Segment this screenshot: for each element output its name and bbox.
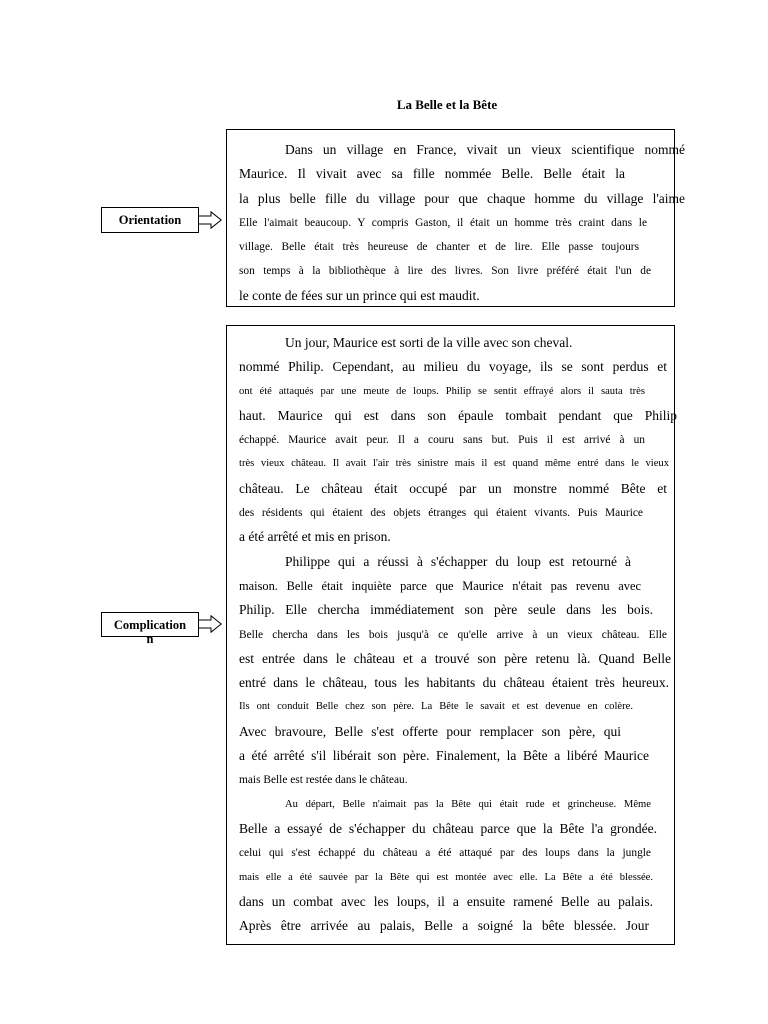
orientation-line: son temps à la bibliothèque à lire des livres. Son livre préféré était l'un de — [239, 265, 651, 278]
complication-line: mais elle a été sauvée par la Bête qui est montée avec elle. La Bête a été blessée. — [239, 871, 653, 883]
orientation-label-box — [101, 207, 199, 233]
complication-line: échappé. Maurice avait peur. Il a couru sans but. Puis il est arrivé à un — [239, 434, 645, 447]
complication-line: des résidents qui étaient des objets étranges qui étaient vivants. Puis Maurice — [239, 507, 643, 520]
complication-line: Un jour, Maurice est sorti de la ville avec son cheval. — [285, 335, 573, 350]
complication-line: haut. Maurice qui est dans son épaule tombait pendant que Philip — [239, 407, 677, 423]
complication-line: a été arrêté s'il libérait son père. Finalement, la Bête a libéré Maurice — [239, 748, 649, 764]
complication-line: maison. Belle était inquiète parce que Maurice n'était pas revenu avec — [239, 578, 641, 593]
complication-label: Complication — [113, 618, 187, 632]
complication-line: mais Belle est restée dans le château. — [239, 774, 408, 787]
complication-text-box — [226, 325, 675, 945]
orientation-label: Orientation — [118, 213, 182, 227]
complication-label-box — [101, 612, 199, 646]
arrow-right-icon — [198, 615, 222, 633]
orientation-line: Dans un village en France, vivait un vieux scientifique nommé — [285, 142, 685, 157]
orientation-line: le conte de fées sur un prince qui est maudit. — [239, 287, 480, 303]
complication-line: Au départ, Belle n'aimait pas la Bête qui était rude et grincheuse. Même — [285, 798, 651, 810]
orientation-line: village. Belle était très heureuse de chanter et de lire. Elle passe toujours — [239, 241, 639, 254]
complication-line: entré dans le château, tous les habitants du château étaient très heureux. — [239, 675, 669, 691]
complication-line: est entrée dans le château et a trouvé son père retenu là. Quand Belle — [239, 650, 671, 666]
complication-line: celui qui s'est échappé du château a été attaqué par des loups dans la jungle — [239, 847, 651, 860]
complication-line: dans un combat avec les loups, il a ensuite ramené Belle au palais. — [239, 893, 653, 909]
complication-line: très vieux château. Il avait l'air très sinistre mais il est quand même entré dans le vieux — [239, 458, 669, 470]
orientation-text-box — [226, 129, 685, 307]
complication-line: Philip. Elle chercha immédiatement son père seule dans les bois. — [239, 602, 653, 618]
complication-line: nommé Philip. Cependant, au milieu du voyage, ils se sont perdus et — [239, 359, 667, 375]
complication-line: Après être arrivée au palais, Belle a soigné la bête blessée. Jour — [239, 918, 649, 934]
complication-line: Belle chercha dans les bois jusqu'à ce qu'elle arrive à un vieux château. Elle — [239, 628, 667, 641]
orientation-line: la plus belle fille du village pour que chaque homme du village l'aime — [239, 190, 685, 206]
complication-line: Avec bravoure, Belle s'est offerte pour remplacer son père, qui — [239, 723, 621, 739]
complication-line: ont été attaqués par une meute de loups. Philip se sentit effrayé alors il sauta très — [239, 385, 645, 397]
complication-line: château. Le château était occupé par un monstre nommé Bête et — [239, 480, 667, 496]
document-title: La Belle et la Bête — [396, 97, 498, 112]
arrow-right-icon — [198, 211, 222, 229]
complication-line: Belle a essayé de s'échapper du château parce que la Bête l'a grondée. — [239, 820, 657, 836]
complication-line: a été arrêté et mis en prison. — [239, 529, 391, 545]
complication-line: Philippe qui a réussi à s'échapper du loup est retourné à — [285, 553, 631, 569]
complication-line: Ils ont conduit Belle chez son père. La Bête le savait et est devenue en colère. — [239, 701, 633, 713]
orientation-line: Maurice. Il vivait avec sa fille nommée Belle. Belle était la — [239, 166, 625, 182]
complication-label-overflow: n — [146, 632, 154, 646]
orientation-line: Elle l'aimait beaucoup. Y compris Gaston, il était un homme très craint dans le — [239, 216, 647, 229]
